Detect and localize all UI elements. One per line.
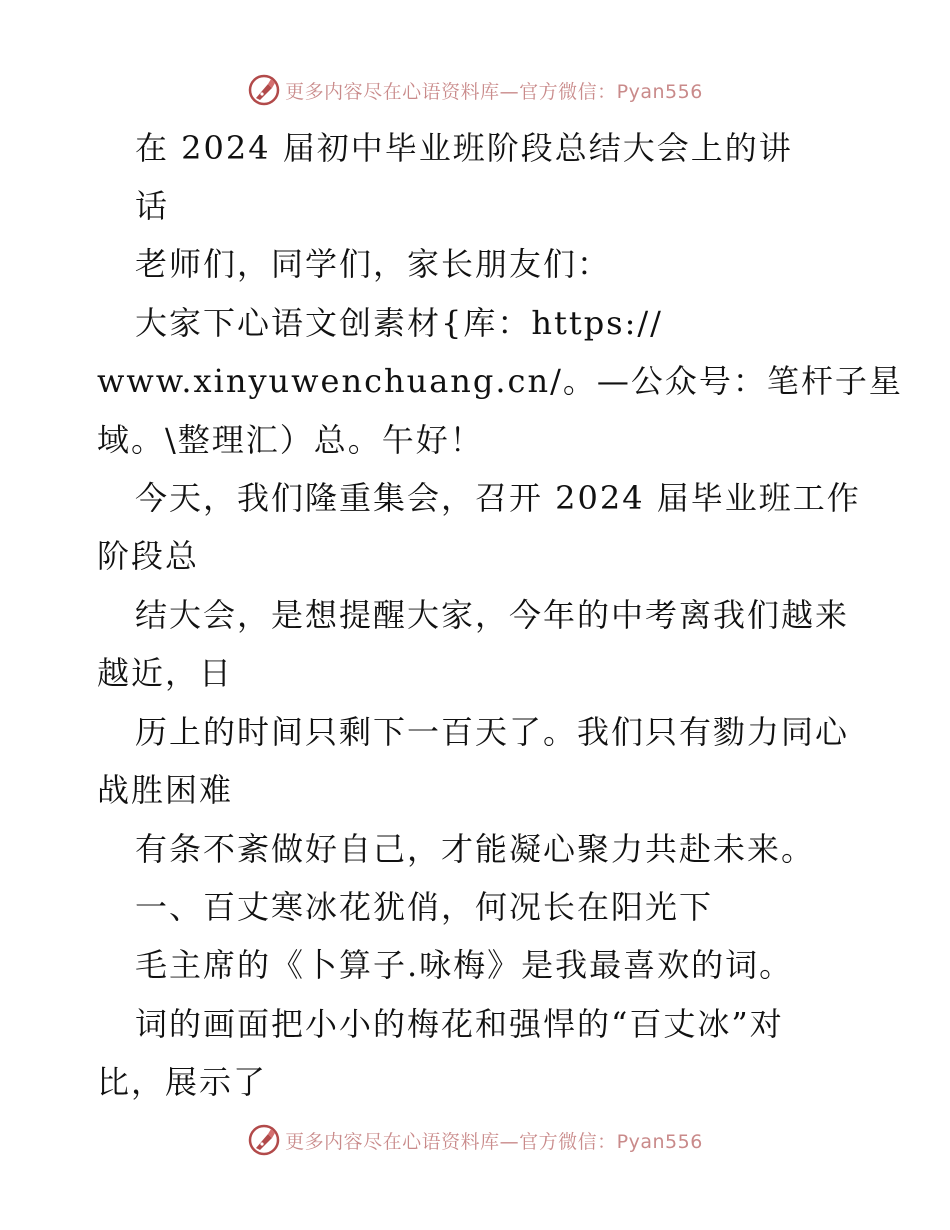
doc-line: 今天，我们隆重集会，召开 2024 届毕业班工作 — [135, 479, 861, 517]
doc-line: 毛主席的《卜算子.咏梅》是我最喜欢的词。 — [135, 946, 794, 984]
header-banner-text: 更多内容尽在心语资料库—官方微信：Pyan556 — [285, 80, 703, 103]
doc-line: 越近，日 — [97, 654, 234, 692]
doc-line: 老师们，同学们，家长朋友们： — [135, 245, 612, 283]
pen-nib-logo-icon — [247, 1123, 281, 1157]
doc-line: 在 2024 届初中毕业班阶段总结大会上的讲 — [135, 129, 793, 167]
footer-banner — [0, 1120, 950, 1160]
section-heading: 一、百丈寒冰花犹俏，何况长在阳光下 — [135, 888, 714, 926]
doc-line: 结大会，是想提醒大家，今年的中考离我们越来 — [135, 596, 850, 634]
doc-line: 词的画面把小小的梅花和强悍的“百丈冰”对 — [135, 1005, 784, 1043]
doc-line: 话 — [135, 187, 170, 225]
doc-line: 大家下心语文创素材{库：https:// — [135, 304, 663, 342]
doc-line: www.xinyuwenchuang.cn/。—公众号：笔杆子星 — [97, 362, 903, 400]
doc-line: 有条不紊做好自己，才能凝心聚力共赴未来。 — [135, 830, 816, 868]
doc-line: 阶段总 — [97, 537, 200, 575]
doc-line: 历上的时间只剩下一百天了。我们只有勠力同心 — [135, 713, 850, 751]
doc-line: 战胜困难 — [97, 771, 234, 809]
doc-line: 域。\整理汇）总。午好！ — [97, 421, 484, 459]
doc-line: 比，展示了 — [97, 1063, 268, 1101]
footer-banner-text: 更多内容尽在心语资料库—官方微信：Pyan556 — [285, 1130, 703, 1153]
